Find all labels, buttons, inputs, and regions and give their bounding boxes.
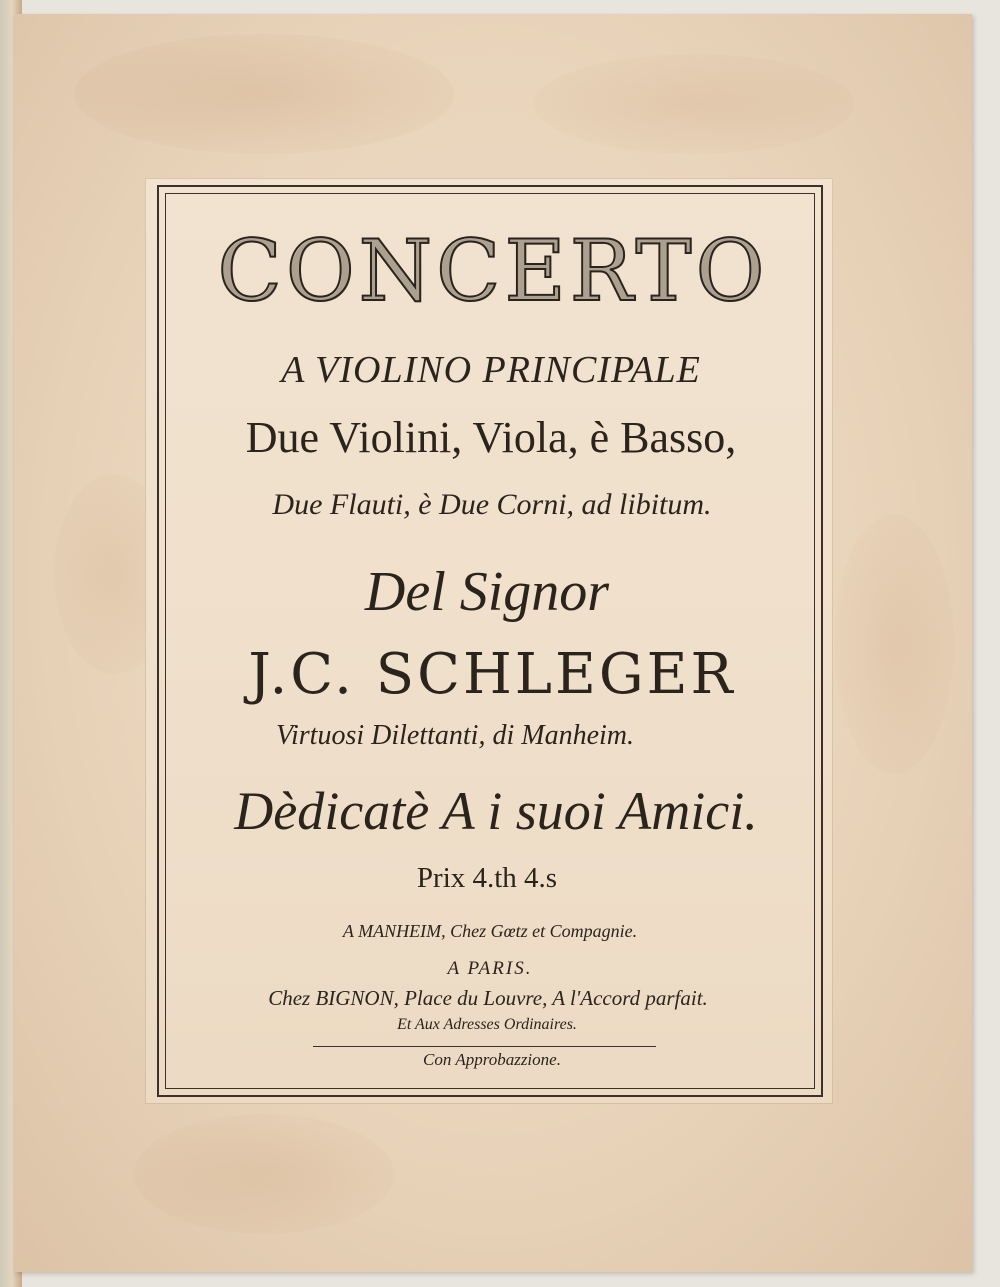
instrument-line: A VIOLINO PRINCIPALE	[281, 349, 701, 391]
ensemble-line: Due Violini, Viola, è Basso,	[245, 413, 737, 462]
foxing-stain	[534, 54, 854, 154]
dedication: Dèdicatè A i suoi Amici.	[234, 781, 758, 841]
composer-name: J.C. SCHLEGER	[248, 642, 736, 707]
publisher-paris: Chez BIGNON, Place du Louvre, A l'Accord parfait.	[268, 986, 708, 1010]
engraved-border-inner	[165, 193, 815, 1089]
divider-rule	[313, 1046, 656, 1047]
title: CONCERTO	[217, 222, 769, 320]
foxing-stain	[74, 34, 454, 154]
optional-instruments-line: Due Flauti, è Due Corni, ad libitum.	[272, 488, 712, 521]
approval-line: Con Approbazzione.	[423, 1050, 561, 1069]
foxing-stain	[134, 1114, 394, 1234]
addresses-line: Et Aux Adresses Ordinaires.	[397, 1016, 577, 1033]
publisher-manheim: A MANHEIM, Chez Gœtz et Compagnie.	[342, 921, 638, 941]
paris-heading: A PARIS.	[447, 958, 533, 979]
by-line: Del Signor	[364, 561, 610, 623]
composer-note: Virtuosi Dilettanti, di Manheim.	[275, 720, 634, 751]
price: Prix 4.th 4.s	[416, 862, 558, 894]
